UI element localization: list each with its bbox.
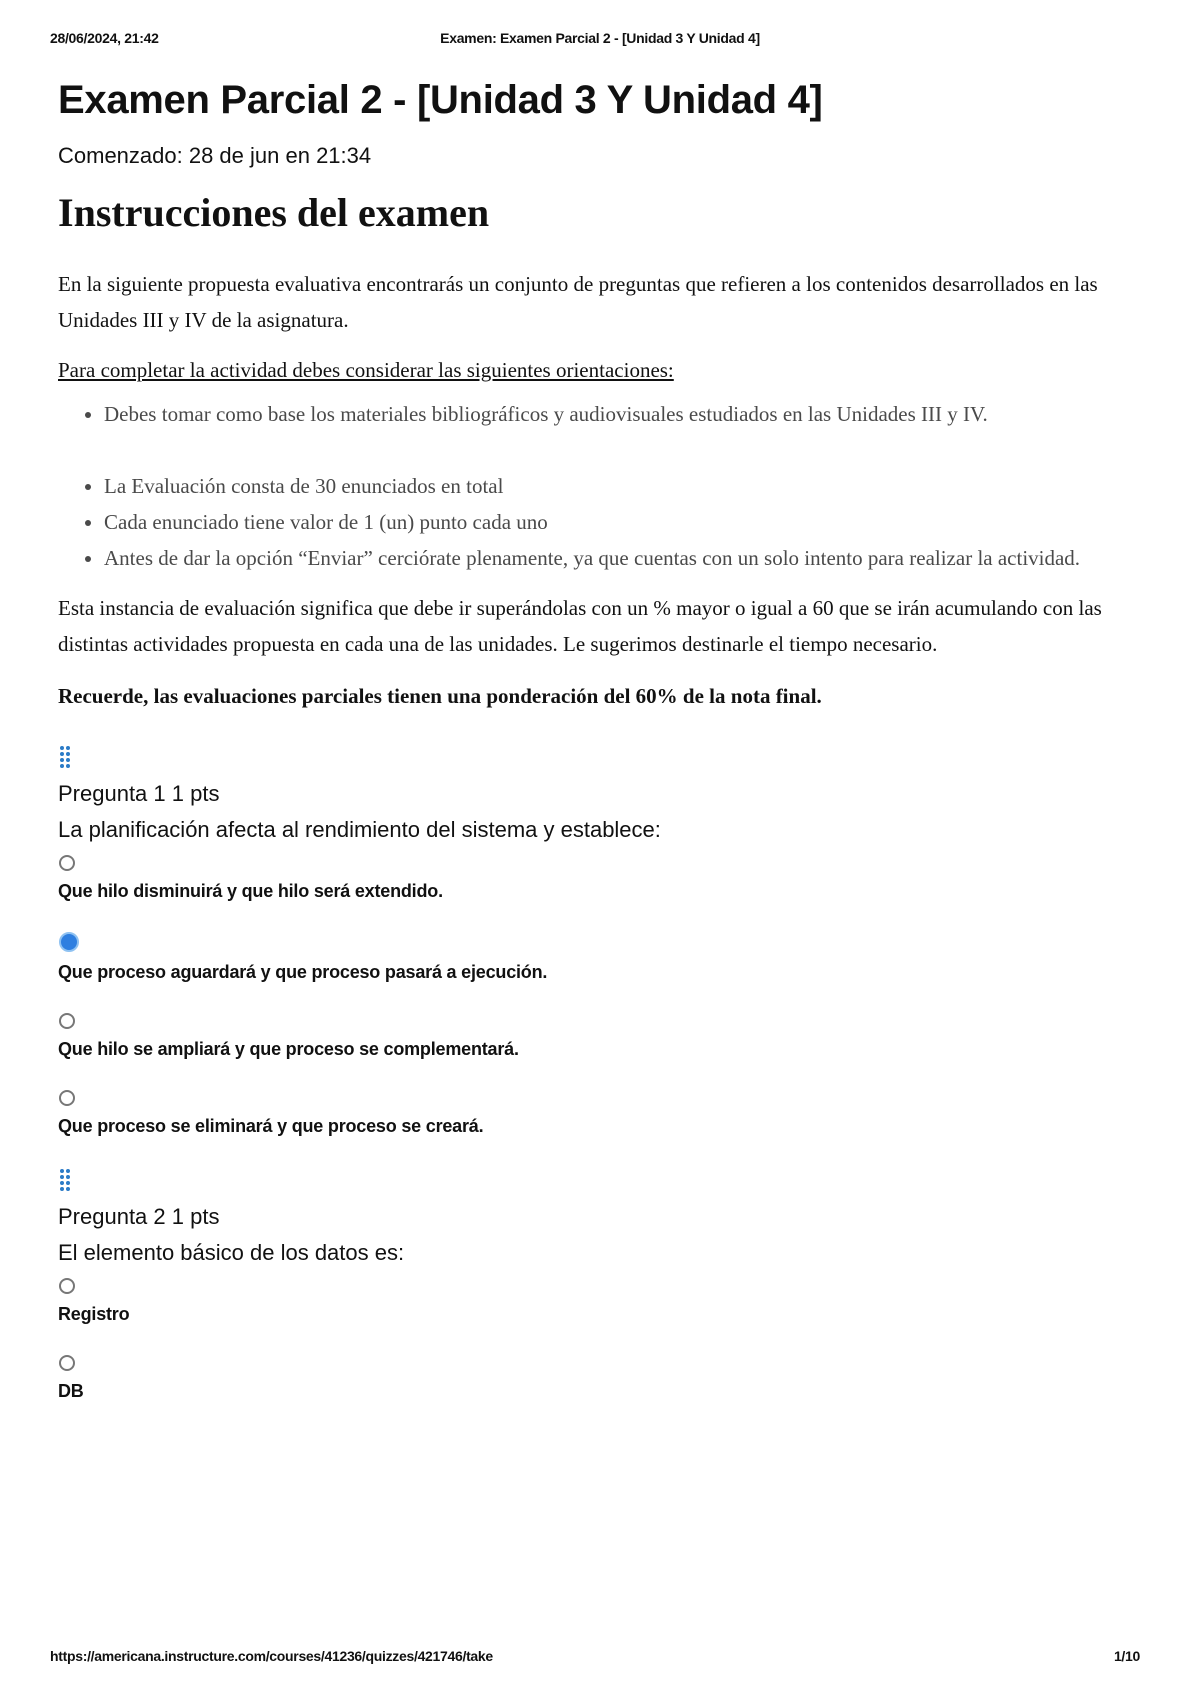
answer-option[interactable] [58,855,1148,902]
answer-label: Que proceso se eliminará y que proceso se creará. [58,1116,484,1136]
print-url: https://americana.instructure.com/courses/41236/quizzes/421746/take [50,1648,493,1664]
question-text: La planificación afecta al rendimiento del sistema y establece: [58,817,661,842]
drag-handle-icon[interactable] [58,1167,72,1193]
instructions-intro: En la siguiente propuesta evaluativa encontrarás un conjunto de preguntas que refieren a los contenidos desarrollados en las Unidades III y IV de la asignatura. [58,272,1098,332]
print-datetime: 28/06/2024, 21:42 [50,30,159,46]
answer-label: Que proceso aguardará y que proceso pasará a ejecución. [58,962,548,982]
page-number: 1/10 [1113,1648,1140,1664]
radio-button-checked[interactable] [59,932,79,952]
answer-options [58,855,1148,1137]
answer-option[interactable] [58,1278,1148,1325]
answer-option[interactable] [58,1013,1148,1060]
orientation-item: • Cada enunciado tiene valor de 1 (un) punto cada uno [104,504,1148,540]
started-timestamp: Comenzado: 28 de jun en 21:34 [58,143,372,168]
radio-button[interactable] [59,1013,75,1029]
answer-option-selected[interactable] [58,932,1148,983]
drag-handle-icon[interactable] [58,744,72,770]
radio-button[interactable] [59,1355,75,1371]
answer-label: Que hilo se ampliará y que proceso se complementará. [58,1039,519,1059]
instructions-note: Esta instancia de evaluación significa que debe ir superándolas con un % mayor o igual a 60 que se irán acumulando con las distintas actividades propuesta en cada una de las unidades. Le sugerimos destinarle el tiempo necesario. [58,596,1102,656]
radio-button[interactable] [59,1090,75,1106]
question-header: Pregunta 1 1 pts [58,781,220,806]
answer-option[interactable] [58,1355,1148,1402]
print-header [50,30,1150,50]
orientations-title: Para completar la actividad debes considerar las siguientes orientaciones: [58,358,674,382]
page-title: Examen Parcial 2 - [Unidad 3 Y Unidad 4] [58,78,823,122]
answer-options [58,1278,1148,1402]
print-footer [50,1648,1150,1668]
question-1 [58,744,1148,1137]
radio-button[interactable] [59,855,75,871]
question-header: Pregunta 2 1 pts [58,1204,220,1229]
quiz-content [58,70,1148,1402]
orientation-item: • La Evaluación consta de 30 enunciados en total [104,468,1148,504]
print-document-title: Examen: Examen Parcial 2 - [Unidad 3 Y Unidad 4] [440,30,760,46]
question-2 [58,1167,1148,1402]
answer-option[interactable] [58,1090,1148,1137]
question-text: El elemento básico de los datos es: [58,1240,405,1265]
answer-label: Que hilo disminuirá y que hilo será extendido. [58,881,443,901]
orientation-item: • Antes de dar la opción “Enviar” cerciórate plenamente, ya que cuentas con un solo intento para realizar la actividad. [104,540,1148,576]
answer-label: Registro [58,1304,130,1324]
orientations-list [58,396,1148,576]
orientation-item: • Debes tomar como base los materiales bibliográficos y audiovisuales estudiados en las Unidades III y IV. [104,396,1148,432]
answer-label: DB [58,1381,84,1401]
instructions-reminder: Recuerde, las evaluaciones parciales tienen una ponderación del 60% de la nota final. [58,684,822,708]
radio-button[interactable] [59,1278,75,1294]
instructions-heading: Instrucciones del examen [58,190,490,235]
